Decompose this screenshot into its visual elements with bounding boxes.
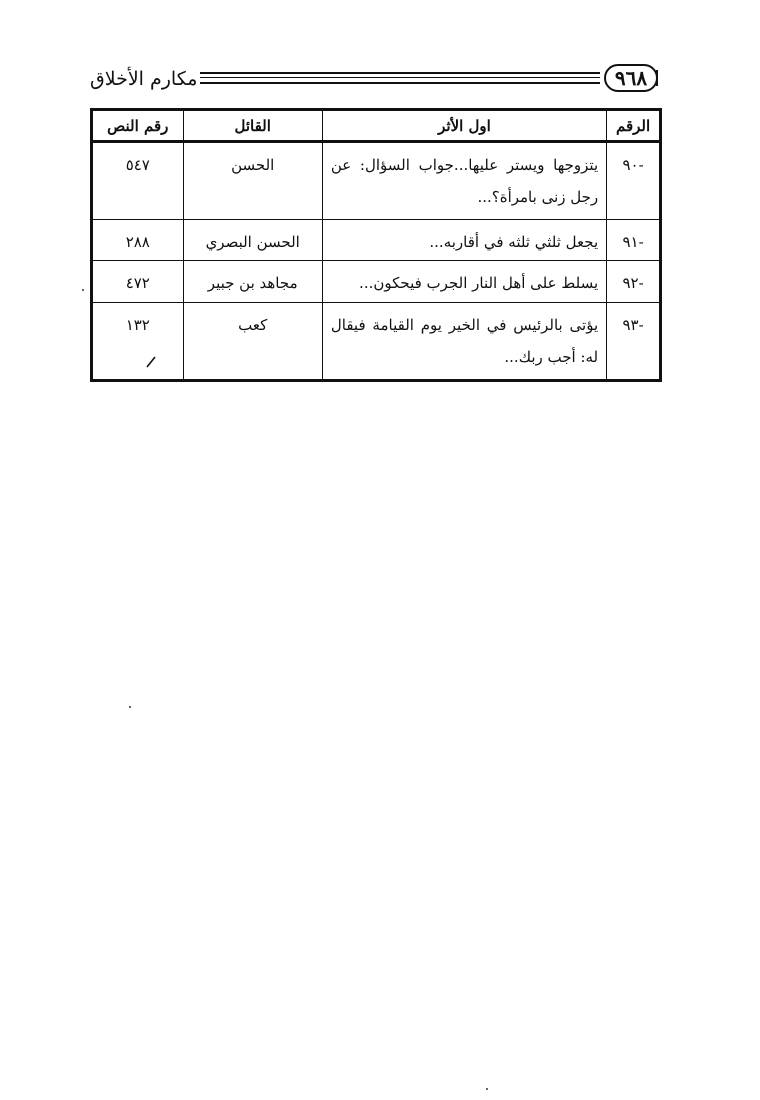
- athar-text: يؤتى بالرئيس في الخير يوم القيامة فيقال له: أجب ربك...: [322, 303, 606, 381]
- athar-text: يسلط على أهل النار الجرب فيحكون...: [322, 261, 606, 303]
- athar-text: يتزوجها ويستر عليها...جواب السؤال: عن رجل زنى بامرأة؟...: [322, 142, 606, 220]
- table-header-row: [92, 110, 661, 142]
- table-row: [92, 261, 661, 303]
- book-title: مكارم الأخلاق: [90, 68, 198, 90]
- speaker: الحسن البصري: [183, 220, 322, 261]
- column-header-number: الرقم: [607, 110, 661, 142]
- table-row: [92, 142, 661, 220]
- scan-speck: [486, 1088, 488, 1090]
- scan-speck: [129, 706, 131, 708]
- header-rule: [200, 72, 600, 84]
- row-number: -٩٢: [607, 261, 661, 303]
- pen-mark: [146, 356, 156, 368]
- row-number: -٩٣: [607, 303, 661, 381]
- table-row: [92, 303, 661, 381]
- page-number: ٩٦٨: [604, 64, 658, 92]
- text-number: ١٣٢: [92, 303, 184, 381]
- column-header-text-number: رقم النص: [92, 110, 184, 142]
- speaker: كعب: [183, 303, 322, 381]
- column-header-athar: اول الأثر: [322, 110, 606, 142]
- athar-text: يجعل ثلثي ثلثه في أقاربه...: [322, 220, 606, 261]
- text-number: ٥٤٧: [92, 142, 184, 220]
- row-number: -٩١: [607, 220, 661, 261]
- page-header: [90, 62, 662, 98]
- athar-index-table: [90, 108, 662, 382]
- page-number-tick: [656, 70, 662, 86]
- table-row: [92, 220, 661, 261]
- column-header-speaker: القائل: [183, 110, 322, 142]
- scan-speck: [82, 289, 84, 291]
- text-number: ٢٨٨: [92, 220, 184, 261]
- row-number: -٩٠: [607, 142, 661, 220]
- speaker: الحسن: [183, 142, 322, 220]
- text-number: ٤٧٢: [92, 261, 184, 303]
- speaker: مجاهد بن جبير: [183, 261, 322, 303]
